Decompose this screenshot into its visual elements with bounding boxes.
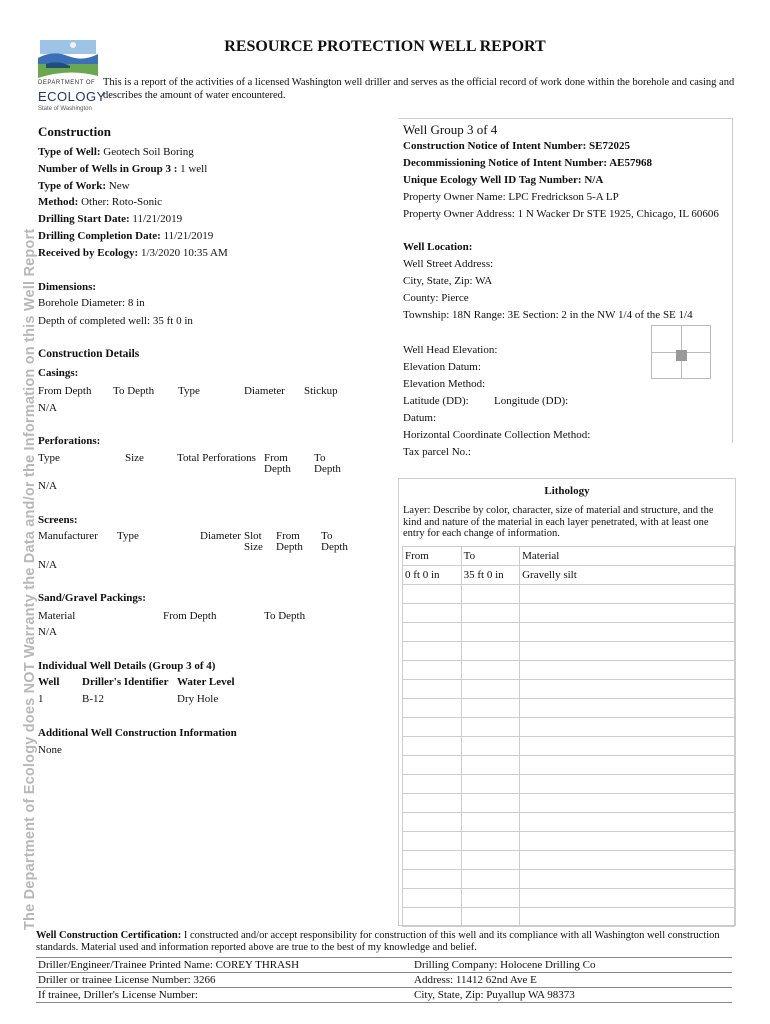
lithology-blank-row [403, 604, 735, 623]
tax-parcel: Tax parcel No.: [403, 446, 471, 458]
lithology-cell [461, 585, 519, 604]
lithology-blank-row [403, 699, 735, 718]
section-quarter-grid-icon [651, 325, 711, 379]
lithology-box [398, 478, 736, 926]
sand-col-to: To Depth [264, 610, 306, 622]
lithology-blank-row [403, 908, 735, 927]
lithology-cell [403, 889, 462, 908]
lithology-cell [403, 908, 462, 927]
perf-col-to-depth: Depth [314, 463, 341, 475]
horizontal-method: Horizontal Coordinate Collection Method: [403, 429, 591, 441]
lithology-cell [520, 870, 735, 889]
lithology-cell [403, 756, 462, 775]
lithology-blank-row [403, 851, 735, 870]
lithology-blank-row [403, 870, 735, 889]
lithology-blank-row [403, 775, 735, 794]
lithology-cell [461, 642, 519, 661]
casings-col-stickup: Stickup [304, 385, 338, 397]
lithology-cell [520, 737, 735, 756]
lithology-blank-row [403, 737, 735, 756]
lithology-cell [520, 623, 735, 642]
lithology-blank-row [403, 813, 735, 832]
individual-col-water: Water Level [177, 676, 235, 688]
perf-col-size: Size [125, 452, 144, 464]
individual-col-well: Well [38, 676, 60, 688]
drilling-company: Drilling Company: Holocene Drilling Co [414, 959, 596, 971]
owner-address: Property Owner Address: 1 N Wacker Dr STE 1925, Chicago, IL 60606 [403, 208, 719, 220]
lithology-description: Layer: Describe by color, character, size of material and structure, and the kind and nature of the material in each layer penetrated, with at least one entry for each change of information. [403, 505, 714, 539]
logo-department-text: DEPARTMENT OF [38, 80, 96, 86]
longitude: Longitude (DD): [494, 395, 569, 407]
street-address: Well Street Address: [403, 258, 494, 270]
company-city: City, State, Zip: Puyallup WA 98373 [414, 989, 575, 1001]
individual-identifier: B-12 [82, 693, 104, 705]
report-title: RESOURCE PROTECTION WELL REPORT [224, 38, 546, 55]
lithology-blank-row [403, 794, 735, 813]
lithology-cell [403, 585, 462, 604]
lithology-blank-row [403, 642, 735, 661]
lithology-cell [520, 832, 735, 851]
lithology-heading: Lithology [544, 485, 590, 497]
lithology-cell [520, 718, 735, 737]
sand-heading: Sand/Gravel Packings: [38, 592, 146, 604]
screens-heading: Screens: [38, 514, 78, 526]
casings-heading: Casings: [38, 367, 79, 379]
casings-col-type: Type [178, 385, 200, 397]
lithology-cell [461, 832, 519, 851]
township: Township: 18N Range: 3E Section: 2 in the NW 1/4 of the SE 1/4 [403, 309, 693, 321]
lithology-cell [403, 699, 462, 718]
lithology-cell [461, 870, 519, 889]
lithology-cell: From [403, 547, 462, 566]
lithology-cell: Material [520, 547, 735, 566]
signature-row-3 [36, 987, 732, 1003]
construction-details-heading: Construction Details [38, 348, 140, 360]
lithology-cell [461, 737, 519, 756]
logo-state-text: State of Washington [38, 106, 92, 112]
lithology-cell [403, 813, 462, 832]
received-date: Received by Ecology: 1/3/2020 10:35 AM [38, 247, 228, 259]
signature-row-1 [36, 957, 732, 972]
lithology-cell [520, 756, 735, 775]
perforations-value: N/A [38, 480, 57, 492]
perforations-heading: Perforations: [38, 435, 101, 447]
additional-value: None [38, 744, 62, 756]
method: Method: Other: Roto-Sonic [38, 196, 163, 208]
lithology-cell [403, 794, 462, 813]
disclaimer-watermark: The Department of Ecology does NOT Warranty the Data and/or the Information on this Well Report [22, 228, 38, 930]
perf-col-total: Total Perforations [177, 452, 256, 464]
lithology-cell [461, 813, 519, 832]
num-wells: Number of Wells in Group 3 : 1 well [38, 163, 208, 175]
lithology-cell [461, 623, 519, 642]
well-location-heading: Well Location: [403, 241, 473, 253]
completed-depth: Depth of completed well: 35 ft 0 in [38, 315, 193, 327]
casings-col-to: To Depth [113, 385, 155, 397]
perf-col-type: Type [38, 452, 60, 464]
lithology-cell: To [461, 547, 519, 566]
screen-col-manufacturer: Manufacturer [38, 530, 98, 542]
perf-col-to: To [314, 452, 326, 464]
owner-name: Property Owner Name: LPC Fredrickson 5-A LP [403, 191, 619, 203]
borehole-diameter: Borehole Diameter: 8 in [38, 297, 145, 309]
type-of-work: Type of Work: New [38, 180, 130, 192]
company-address: Address: 11412 62nd Ave E [414, 974, 537, 986]
lithology-cell [461, 661, 519, 680]
lithology-blank-row [403, 756, 735, 775]
logo-ecology-text: ECOLOGY [38, 89, 106, 104]
start-date: Drilling Start Date: 11/21/2019 [38, 213, 183, 225]
lithology-table [402, 546, 735, 927]
screen-col-slot: Slot [244, 530, 262, 542]
lithology-cell [403, 851, 462, 870]
individual-water-level: Dry Hole [177, 693, 219, 705]
sand-col-material: Material [38, 610, 76, 622]
lithology-cell [461, 889, 519, 908]
lithology-cell [461, 756, 519, 775]
lithology-cell [461, 718, 519, 737]
lithology-header-row [403, 547, 735, 566]
lithology-cell [461, 908, 519, 927]
lithology-cell: Gravelly silt [520, 566, 735, 585]
lithology-blank-row [403, 718, 735, 737]
tag-number: Unique Ecology Well ID Tag Number: N/A [403, 174, 604, 186]
screen-col-to-depth: Depth [321, 541, 348, 553]
screen-col-from-depth: Depth [276, 541, 303, 553]
lithology-blank-row [403, 623, 735, 642]
casings-col-diameter: Diameter [244, 385, 285, 397]
sand-col-from: From Depth [163, 610, 217, 622]
trainee-license: If trainee, Driller's License Number: [38, 989, 198, 1001]
dimensions-heading: Dimensions: [38, 281, 97, 293]
screen-col-diameter: Diameter [200, 530, 241, 542]
sand-value: N/A [38, 626, 57, 638]
screen-col-from: From [276, 530, 300, 542]
lithology-cell [403, 737, 462, 756]
lithology-cell [520, 699, 735, 718]
lithology-cell [461, 794, 519, 813]
perf-col-from: From [264, 452, 288, 464]
lithology-cell: 0 ft 0 in [403, 566, 462, 585]
intro-text: This is a report of the activities of a licensed Washington well driller and serves as the official record of work done within the borehole and casing and describes the amount of water encountered. [103, 77, 735, 101]
lithology-cell [461, 699, 519, 718]
lithology-cell [520, 661, 735, 680]
lithology-cell [403, 604, 462, 623]
lithology-cell [461, 604, 519, 623]
lithology-cell [520, 813, 735, 832]
lithology-cell [403, 661, 462, 680]
lithology-cell: 35 ft 0 in [461, 566, 519, 585]
elevation-datum: Elevation Datum: [403, 361, 481, 373]
screen-col-size: Size [244, 541, 263, 553]
county: County: Pierce [403, 292, 469, 304]
certification-text: Well Construction Certification: I constructed and/or accept responsibility for construction of this well and its compliance with all Washington well construction standards. Material used and information reported above are true to the best of my knowledge and belief. [36, 930, 720, 953]
lithology-cell [520, 851, 735, 870]
lithology-cell [403, 870, 462, 889]
decommissioning-notice: Decommissioning Notice of Intent Number: AE57968 [403, 157, 653, 169]
latitude: Latitude (DD): [403, 395, 469, 407]
perf-col-from-depth: Depth [264, 463, 291, 475]
lithology-cell [403, 718, 462, 737]
lithology-cell [461, 775, 519, 794]
lithology-blank-row [403, 889, 735, 908]
well-group-heading: Well Group 3 of 4 [403, 122, 498, 137]
lithology-cell [461, 680, 519, 699]
signature-row-2 [36, 972, 732, 987]
construction-notice: Construction Notice of Intent Number: SE72025 [403, 140, 631, 152]
head-elevation: Well Head Elevation: [403, 344, 498, 356]
lithology-cell [520, 585, 735, 604]
elevation-method: Elevation Method: [403, 378, 486, 390]
screen-col-to: To [321, 530, 333, 542]
city-state-zip: City, State, Zip: WA [403, 275, 493, 287]
lithology-cell [520, 604, 735, 623]
lithology-blank-row [403, 661, 735, 680]
lithology-cell [403, 642, 462, 661]
lithology-blank-row [403, 585, 735, 604]
lithology-cell [403, 775, 462, 794]
lithology-cell [403, 832, 462, 851]
casings-value: N/A [38, 402, 57, 414]
lithology-cell [403, 680, 462, 699]
screens-value: N/A [38, 559, 57, 571]
lithology-cell [520, 642, 735, 661]
additional-heading: Additional Well Construction Information [38, 727, 237, 739]
type-of-well: Type of Well: Geotech Soil Boring [38, 146, 194, 158]
lithology-cell [461, 851, 519, 870]
completion-date: Drilling Completion Date: 11/21/2019 [38, 230, 214, 242]
printed-name: Driller/Engineer/Trainee Printed Name: COREY THRASH [38, 959, 300, 971]
lithology-cell [520, 908, 735, 927]
lithology-blank-row [403, 832, 735, 851]
screen-col-type: Type [117, 530, 139, 542]
lithology-blank-row [403, 680, 735, 699]
individual-heading: Individual Well Details (Group 3 of 4) [38, 660, 216, 672]
lithology-cell [520, 794, 735, 813]
lithology-cell [520, 680, 735, 699]
lithology-row [403, 566, 735, 585]
license-number: Driller or trainee License Number: 3266 [38, 974, 216, 986]
lithology-cell [403, 623, 462, 642]
construction-heading: Construction [38, 124, 111, 139]
individual-col-identifier: Driller's Identifier [82, 676, 169, 688]
casings-col-from: From Depth [38, 385, 92, 397]
individual-well-number: 1 [38, 693, 44, 705]
datum: Datum: [403, 412, 436, 424]
lithology-cell [520, 889, 735, 908]
lithology-cell [520, 775, 735, 794]
